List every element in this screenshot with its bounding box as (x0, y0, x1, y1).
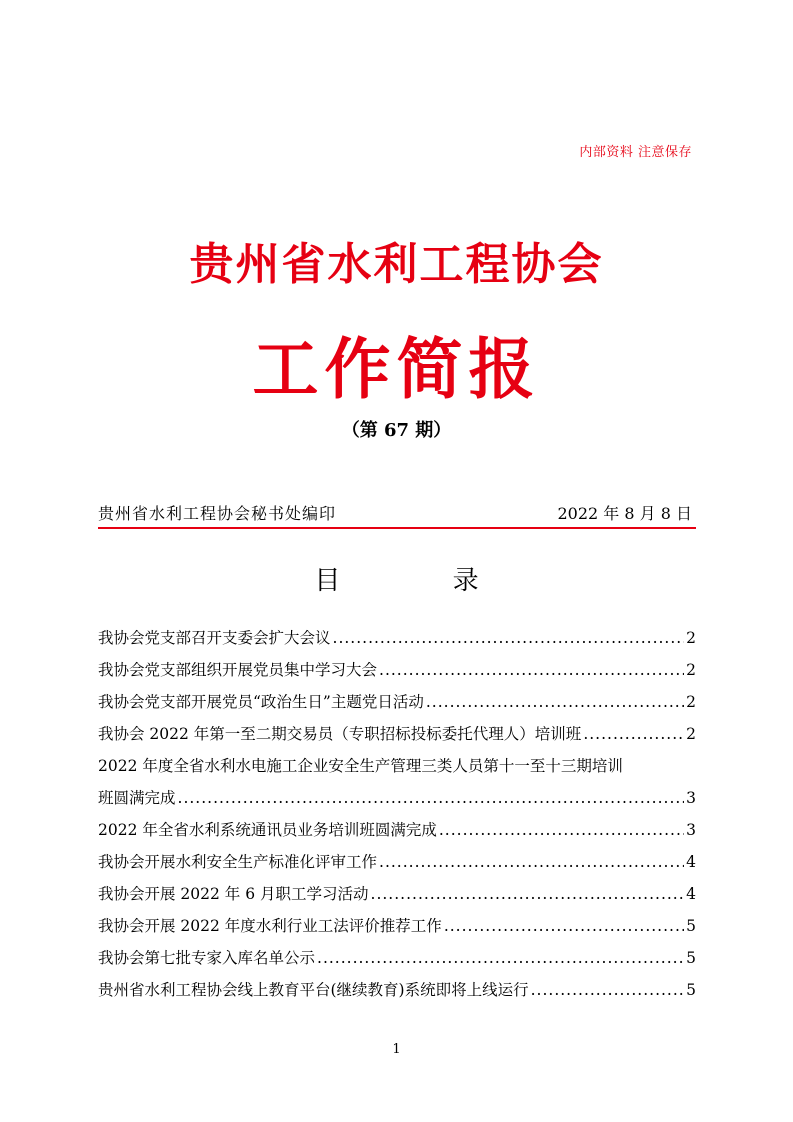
toc-item-page: 4 (686, 853, 696, 871)
toc-leader (178, 782, 685, 814)
toc-item[interactable] (98, 910, 696, 942)
toc-item[interactable] (98, 942, 696, 974)
table-of-contents (98, 622, 696, 1006)
toc-item[interactable] (98, 878, 696, 910)
toc-item[interactable] (98, 654, 696, 686)
toc-item-title: 我协会 2022 年第一至二期交易员（专职招标投标委托代理人）培训班 (98, 725, 582, 743)
toc-item-page: 5 (686, 949, 696, 967)
toc-item[interactable] (98, 622, 696, 654)
bulletin-title: 工作简报 (252, 330, 541, 408)
toc-leader (583, 718, 684, 750)
toc-item-line1[interactable] (98, 750, 696, 782)
toc-item[interactable] (98, 718, 696, 750)
toc-leader (333, 622, 685, 654)
toc-leader (371, 878, 685, 910)
toc-leader (379, 846, 684, 878)
toc-item-page: 3 (686, 821, 696, 839)
toc-item-page: 2 (686, 693, 696, 711)
toc-item-title: 我协会开展 2022 年度水利行业工法评价推荐工作 (98, 917, 442, 935)
issue-number: （第 67 期） (341, 420, 452, 441)
toc-leader (444, 910, 684, 942)
toc-leader (531, 974, 685, 1006)
toc-item-line2[interactable] (98, 782, 696, 814)
toc-item-title: 我协会开展水利安全生产标准化评审工作 (98, 853, 378, 871)
page-number: 1 (392, 1042, 401, 1057)
toc-item-page: 2 (686, 725, 696, 743)
toc-item-title: 2022 年全省水利系统通讯员业务培训班圆满完成 (98, 821, 437, 839)
toc-item-title: 贵州省水利工程协会线上教育平台(继续教育)系统即将上线运行 (98, 981, 529, 999)
publisher-row (98, 501, 696, 527)
toc-leader (379, 654, 684, 686)
toc-item-title: 2022 年度全省水利水电施工企业安全生产管理三类人员第十一至十三期培训 (98, 757, 623, 775)
publisher-name: 贵州省水利工程协会秘书处编印 (98, 504, 337, 523)
publish-date: 2022 年 8 月 8 日 (557, 504, 692, 523)
toc-item[interactable] (98, 846, 696, 878)
toc-item-title-cont: 班圆满完成 (98, 789, 176, 807)
toc-item-title: 我协会第七批专家入库名单公示 (98, 949, 316, 967)
toc-item-title: 我协会党支部组织开展党员集中学习大会 (98, 661, 378, 679)
toc-title: 目 录 (314, 566, 531, 596)
toc-item-page: 5 (686, 917, 696, 935)
toc-item[interactable] (98, 814, 696, 846)
toc-item[interactable] (98, 686, 696, 718)
toc-item-page: 4 (686, 885, 696, 903)
toc-item-title: 我协会开展 2022 年 6 月职工学习活动 (98, 885, 369, 903)
toc-leader (317, 942, 684, 974)
confidential-notice: 内部资料 注意保存 (579, 145, 692, 160)
organization-title: 贵州省水利工程协会 (189, 239, 604, 290)
header-divider (98, 527, 696, 529)
toc-item-page: 2 (686, 629, 696, 647)
toc-item-title: 我协会党支部召开支委会扩大会议 (98, 629, 331, 647)
toc-item-page: 5 (686, 981, 696, 999)
toc-item[interactable] (98, 974, 696, 1006)
toc-item-page: 2 (686, 661, 696, 679)
toc-leader (439, 814, 684, 846)
toc-item-page: 3 (686, 789, 696, 807)
toc-item-title: 我协会党支部开展党员“政治生日”主题党日活动 (98, 693, 424, 711)
toc-leader (426, 686, 684, 718)
